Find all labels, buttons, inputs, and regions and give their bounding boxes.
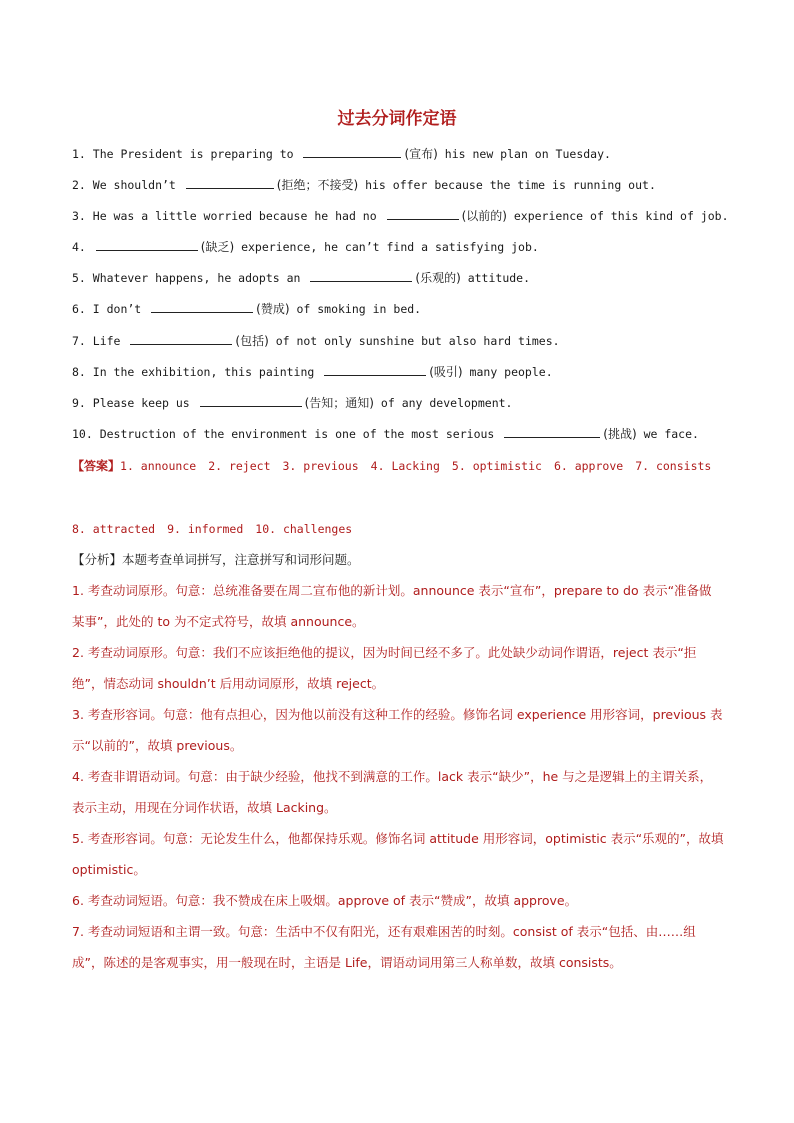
question-text-pre: 2. We shouldn’t <box>72 178 183 192</box>
answer-item: 5. optimistic <box>451 459 542 473</box>
answer-blank[interactable] <box>504 425 600 438</box>
question-5 <box>72 268 530 288</box>
question-text-post: his new plan on Tuesday. <box>437 147 611 161</box>
question-9 <box>72 393 512 413</box>
chinese-hint: (吸引) <box>429 365 463 379</box>
chinese-hint: (赞成) <box>256 302 290 316</box>
chinese-hint: (以前的) <box>461 209 507 223</box>
answer-item: 6. approve <box>553 459 624 473</box>
analysis-heading: 【分析】本题考查单词拼写，注意拼写和词形问题。 <box>72 552 360 567</box>
answer-blank[interactable] <box>310 269 412 282</box>
question-text-post: we face. <box>636 427 699 441</box>
chinese-hint: (告知；通知) <box>304 396 374 410</box>
question-text-post: experience of this kind of job. <box>506 209 729 223</box>
question-text-post: attitude. <box>460 271 531 285</box>
answer-blank[interactable] <box>387 207 459 220</box>
explanation-2: 2. 考查动词原形。句意：我们不应该拒绝他的提议，因为时间已经不多了。此处缺少动词作谓语，reject 表示“拒绝”，情态动词 shouldn’t 后用动词原形，故填 reject。 <box>72 645 697 691</box>
answer-item: 9. informed <box>167 522 244 536</box>
question-text-pre: 3. He was a little worried because he had no <box>72 209 384 223</box>
question-text-pre: 1. The President is preparing to <box>72 147 301 161</box>
question-text-pre: 7. Life <box>72 334 128 348</box>
answer-blank[interactable] <box>303 145 401 158</box>
answer-blank[interactable] <box>324 363 426 376</box>
answer-blank[interactable] <box>130 332 232 345</box>
explanation-4: 4. 考查非谓语动词。句意：由于缺少经验，他找不到满意的工作。lack 表示“缺少”，he 与之是逻辑上的主谓关系，表示主动，用现在分词作状语，故填 Lacking。 <box>72 769 713 815</box>
question-4 <box>72 237 539 257</box>
chinese-hint: (拒绝；不接受) <box>276 178 359 192</box>
answer-item: 7. consists <box>635 459 712 473</box>
question-text-pre: 5. Whatever happens, he adopts an <box>72 271 308 285</box>
explanation-6: 6. 考查动词短语。句意：我不赞成在床上吸烟。approve of 表示“赞成”，故填 approve。 <box>72 893 578 908</box>
question-text-post: his offer because the time is running out. <box>358 178 656 192</box>
answer-item: 4. Lacking <box>370 459 440 473</box>
question-text-pre: 10. Destruction of the environment is one of the most serious <box>72 427 502 441</box>
answer-item: 3. previous <box>282 459 359 473</box>
answer-line-2 <box>72 519 364 539</box>
answer-item: 8. attracted <box>72 522 156 536</box>
question-7 <box>72 331 560 351</box>
chinese-hint: (宣布) <box>404 147 438 161</box>
question-text-pre: 9. Please keep us <box>72 396 197 410</box>
question-3 <box>72 206 729 226</box>
question-2 <box>72 175 656 195</box>
question-1 <box>72 144 611 164</box>
explanation-5: 5. 考查形容词。句意：无论发生什么，他都保持乐观。修饰名词 attitude 用形容词，optimistic 表示“乐观的”，故填 optimistic。 <box>72 831 724 877</box>
question-8 <box>72 362 553 382</box>
question-text-pre: 8. In the exhibition, this painting <box>72 365 322 379</box>
answer-blank[interactable] <box>200 394 302 407</box>
question-6 <box>72 299 421 319</box>
explanation-list <box>72 575 724 978</box>
answer-blank[interactable] <box>96 238 198 251</box>
question-text-pre: 6. I don’t <box>72 302 149 316</box>
chinese-hint: (包括) <box>235 334 269 348</box>
explanation-1: 1. 考查动词原形。句意：总统准备要在周二宣布他的新计划。announce 表示“宣布”，prepare to do 表示“准备做某事”，此处的 to 为不定式符号，故填 announce。 <box>72 583 712 629</box>
question-text-post: of any development. <box>374 396 513 410</box>
question-text-post: of not only sunshine but also hard times. <box>268 334 560 348</box>
answer-blank[interactable] <box>186 176 274 189</box>
answer-item: 10. challenges <box>255 522 353 536</box>
question-10 <box>72 424 699 444</box>
question-text-post: experience, he can’t find a satisfying job. <box>234 240 539 254</box>
question-text-post: of smoking in bed. <box>289 302 422 316</box>
chinese-hint: (挑战) <box>603 427 637 441</box>
answer-label: 【答案】 <box>72 459 121 473</box>
answer-item: 1. announce <box>120 459 197 473</box>
explanation-7: 7. 考查动词短语和主谓一致。句意：生活中不仅有阳光，还有艰难困苦的时刻。consist of 表示“包括、由……组成”，陈述的是客观事实，用一般现在时，主语是 Life，谓语动词用第三人称单数，故填 consists。 <box>72 924 696 970</box>
chinese-hint: (缺乏) <box>200 240 235 254</box>
question-text-pre: 4. <box>72 240 93 254</box>
document-title: 过去分词作定语 <box>337 109 457 129</box>
explanation-3: 3. 考查形容词。句意：他有点担心，因为他以前没有这种工作的经验。修饰名词 experience 用形容词，previous 表示“以前的”，故填 previous。 <box>72 707 723 753</box>
chinese-hint: (乐观的) <box>415 271 461 285</box>
answer-blank[interactable] <box>151 300 253 313</box>
answer-line-1 <box>72 456 723 476</box>
answer-item: 2. reject <box>208 459 271 473</box>
question-text-post: many people. <box>462 365 553 379</box>
